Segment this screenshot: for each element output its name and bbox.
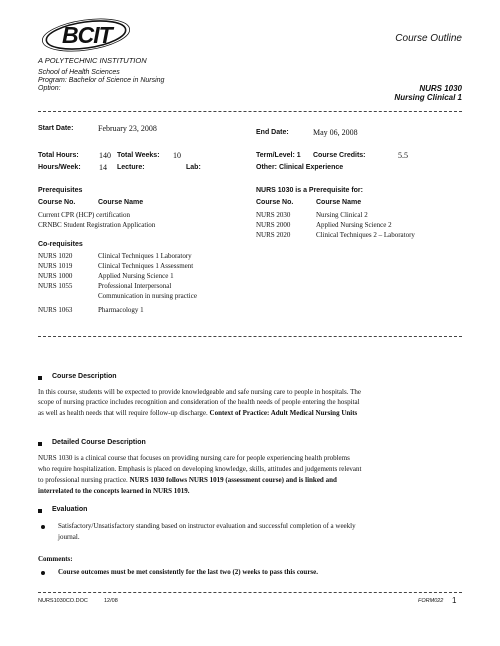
prereq-for-col-course-name: Course Name xyxy=(316,199,362,206)
detailed-description-plain: to professional nursing practice. xyxy=(38,476,128,484)
coreq-course-no: NURS 1020 xyxy=(38,252,73,260)
course-credits-value: 5.5 xyxy=(398,151,408,160)
footer-date: 12/08 xyxy=(104,598,118,604)
hours-week-value: 14 xyxy=(99,163,107,172)
prereq-for-course-name: Nursing Clinical 2 xyxy=(316,211,368,219)
comments-heading: Comments: xyxy=(38,555,73,563)
page-number: 1 xyxy=(452,596,457,605)
detailed-description-heading: Detailed Course Description xyxy=(52,439,146,446)
total-weeks-label: Total Weeks: xyxy=(117,152,160,159)
prereq-for-course-no: NURS 2000 xyxy=(256,221,291,229)
comments-item: Course outcomes must be met consistently for the last two (2) weeks to pass this course. xyxy=(58,568,319,576)
coreq-course-name: Clinical Techniques 1 Laboratory xyxy=(98,252,192,260)
course-description-plain: as well as health needs that will require follow-up discharge. xyxy=(38,409,208,417)
prerequisites-heading: Prerequisites xyxy=(38,187,83,194)
evaluation-item-cont: journal. xyxy=(58,533,80,541)
detailed-description-bold: NURS 1030 follows NURS 1019 (assessment course) and is linked and xyxy=(129,476,337,484)
prereq-for-heading: NURS 1030 is a Prerequisite for: xyxy=(256,187,363,194)
square-bullet-icon xyxy=(38,376,42,380)
footer-filename: NURS1030CO.DOC xyxy=(38,598,88,604)
logo-tagline: A POLYTECHNIC INSTITUTION xyxy=(38,56,147,65)
prereq-item: Current CPR (HCP) certification xyxy=(38,211,130,219)
coreq-course-no: NURS 1063 xyxy=(38,306,73,314)
detailed-description-line: NURS 1030 is a clinical course that focuses on providing nursing care for people experiencing health problems xyxy=(38,454,350,462)
bcit-logo xyxy=(38,18,138,52)
lecture-label: Lecture: xyxy=(117,164,145,171)
coreq-course-no: NURS 1019 xyxy=(38,262,73,270)
context-of-practice: Context of Practice: Adult Medical Nursing Units xyxy=(209,409,358,417)
lab-label: Lab: xyxy=(186,164,201,171)
coreq-course-name: Professional Interpersonal xyxy=(98,282,172,290)
coreq-course-no: NURS 1055 xyxy=(38,282,73,290)
prereq-col-course-no: Course No. xyxy=(38,199,76,206)
detailed-description-line xyxy=(38,476,337,484)
start-date-label: Start Date: xyxy=(38,125,74,132)
coreq-course-name-cont: Communication in nursing practice xyxy=(98,292,197,300)
course-description-heading: Course Description xyxy=(52,373,117,380)
section-divider xyxy=(38,336,462,337)
coreq-course-no: NURS 1000 xyxy=(38,272,73,280)
prereq-for-course-name: Clinical Techniques 2 – Laboratory xyxy=(316,231,415,239)
other-label: Other: Clinical Experience xyxy=(256,164,344,171)
prereq-for-course-name: Applied Nursing Science 2 xyxy=(316,221,392,229)
prereq-item: CRNBC Student Registration Application xyxy=(38,221,156,229)
prereq-for-course-no: NURS 2020 xyxy=(256,231,291,239)
round-bullet-icon xyxy=(41,525,45,529)
prereq-col-course-name: Course Name xyxy=(98,199,144,206)
square-bullet-icon xyxy=(38,442,42,446)
coreq-course-name: Pharmacology 1 xyxy=(98,306,144,314)
footer-divider xyxy=(38,592,462,593)
total-weeks-value: 10 xyxy=(173,151,181,160)
prereq-for-col-course-no: Course No. xyxy=(256,199,294,206)
detailed-description-line: interrelated to the concepts learned in NURS 1019. xyxy=(38,487,190,495)
course-description-line xyxy=(38,409,357,417)
prereq-for-course-no: NURS 2030 xyxy=(256,211,291,219)
total-hours-label: Total Hours: xyxy=(38,152,79,159)
corequisites-heading: Co-requisites xyxy=(38,241,83,248)
document-type: Course Outline xyxy=(395,33,462,44)
start-date-value: February 23, 2008 xyxy=(98,124,157,133)
total-hours-value: 140 xyxy=(99,151,111,160)
course-code: NURS 1030 xyxy=(419,84,462,93)
header-divider xyxy=(38,111,462,112)
square-bullet-icon xyxy=(38,509,42,513)
evaluation-item: Satisfactory/Unsatisfactory standing based on instructor evaluation and successful completion of a weekly xyxy=(58,522,356,530)
course-description-line: In this course, students will be expected to provide knowledgeable and safe nursing care to people in hospitals. The xyxy=(38,388,361,396)
term-level-label: Term/Level: 1 xyxy=(256,152,301,159)
course-credits-label: Course Credits: xyxy=(313,152,366,159)
hours-week-label: Hours/Week: xyxy=(38,164,81,171)
end-date-label: End Date: xyxy=(256,129,289,136)
detailed-description-line: who require hospitalization. Emphasis is placed on developing knowledge, skills, attitudes and judgements relevant xyxy=(38,465,362,473)
coreq-course-name: Clinical Techniques 1 Assessment xyxy=(98,262,194,270)
course-title: Nursing Clinical 1 xyxy=(394,93,462,102)
end-date-value: May 06, 2008 xyxy=(313,128,358,137)
footer-form-number: FORM022 xyxy=(418,598,444,604)
coreq-course-name: Applied Nursing Science 1 xyxy=(98,272,174,280)
logo-text: BCIT xyxy=(62,22,112,48)
option-label: Option: xyxy=(38,85,61,92)
round-bullet-icon xyxy=(41,571,45,575)
evaluation-heading: Evaluation xyxy=(52,506,88,513)
program-name: Program: Bachelor of Science in Nursing xyxy=(38,77,165,84)
school-name: School of Health Sciences xyxy=(38,69,120,76)
course-description-line: scope of nursing practice includes recognition and consideration of the health needs of people entering the hospital xyxy=(38,398,360,406)
